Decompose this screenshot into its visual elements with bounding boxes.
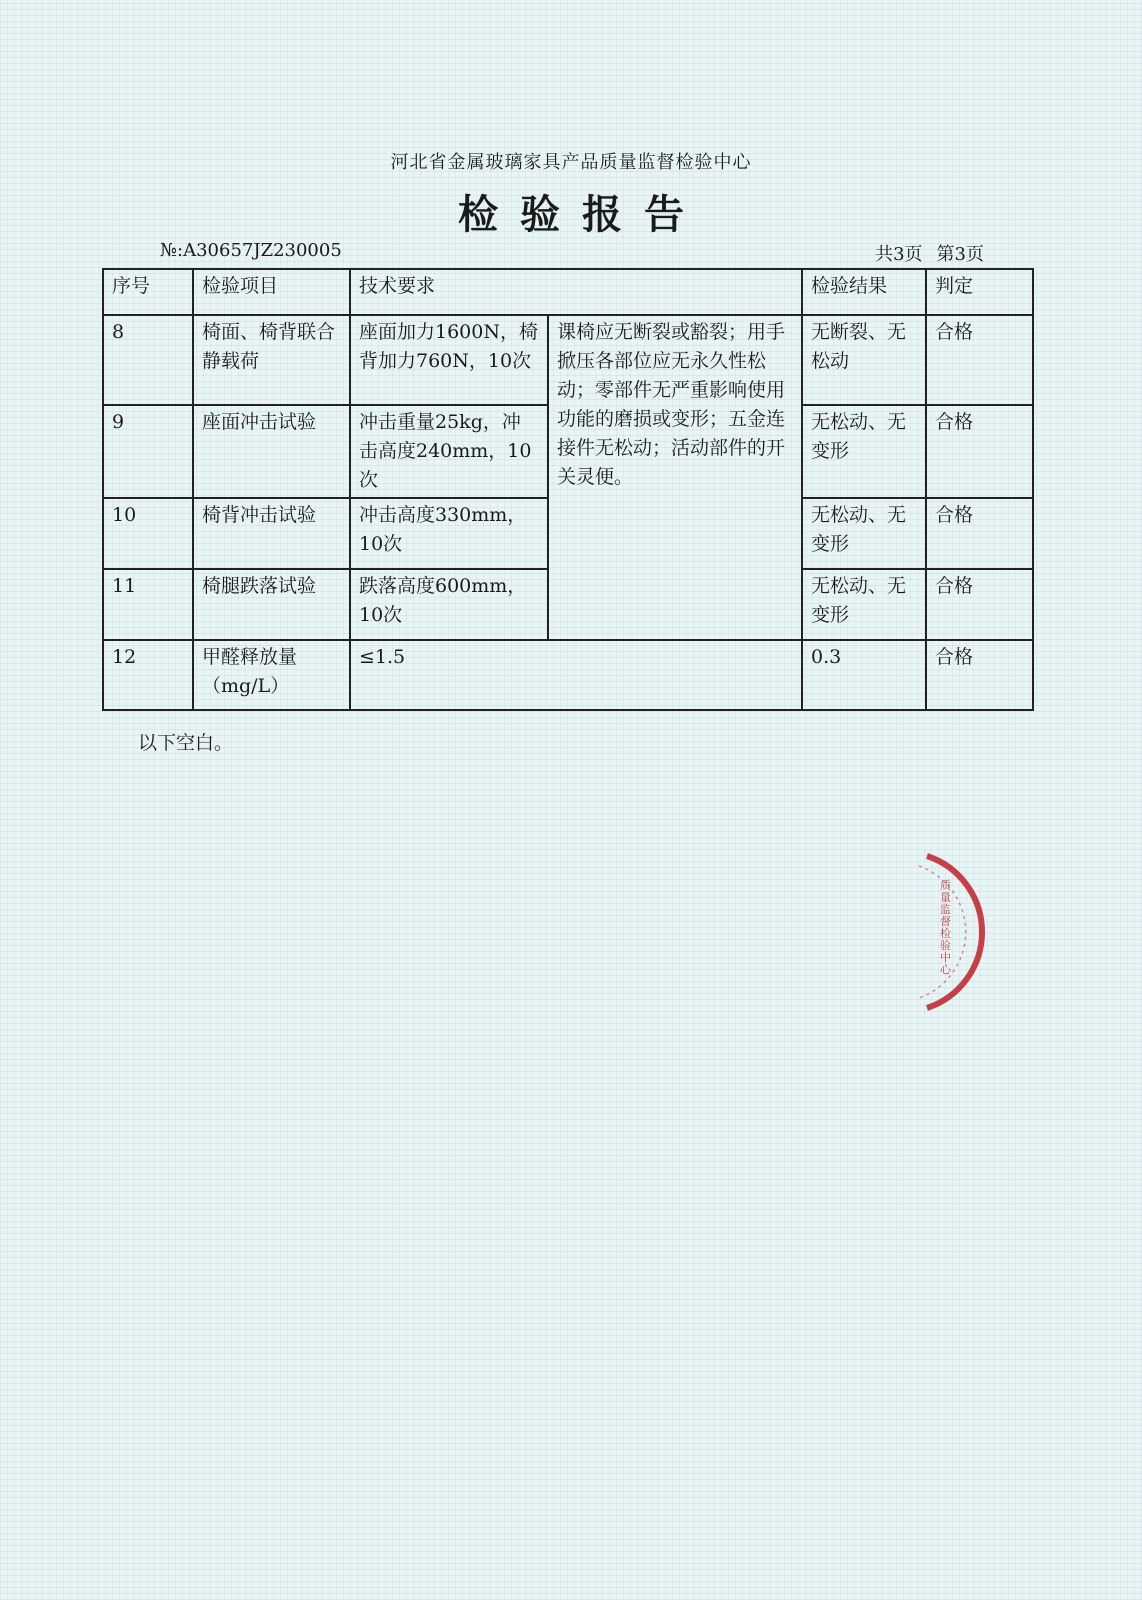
table-row (103, 315, 1033, 405)
row-no: 10 (103, 498, 193, 569)
row-no: 12 (103, 640, 193, 710)
table-header-row (103, 269, 1033, 315)
header-verdict: 判定 (926, 269, 1033, 315)
row-verdict: 合格 (926, 498, 1033, 569)
row-result: 0.3 (802, 640, 926, 710)
row-verdict: 合格 (926, 640, 1033, 710)
row-item: 座面冲击试验 (193, 405, 350, 498)
row-result: 无松动、无变形 (802, 405, 926, 498)
header-item: 检验项目 (193, 269, 350, 315)
inspection-table (102, 268, 1034, 711)
report-number: №:A30657JZ230005 (160, 240, 342, 261)
header-spec: 技术要求 (350, 269, 802, 315)
row-item: 甲醛释放量（mg/L） (193, 640, 350, 710)
header-result: 检验结果 (802, 269, 926, 315)
blank-below-note: 以下空白。 (138, 732, 234, 754)
organization-name: 河北省金属玻璃家具产品质量监督检验中心 (390, 152, 752, 173)
row-no: 11 (103, 569, 193, 640)
row-item: 椅腿跌落试验 (193, 569, 350, 640)
row-spec: ≤1.5 (350, 640, 802, 710)
seal-partial-text: 质量监督检验中心 (940, 879, 951, 976)
row-result: 无断裂、无松动 (802, 315, 926, 405)
current-page: 第3页 (936, 244, 984, 265)
table-row (103, 640, 1033, 710)
row-verdict: 合格 (926, 405, 1033, 498)
row-no: 9 (103, 405, 193, 498)
total-pages: 共3页 (875, 244, 923, 265)
report-title: 检验报告 (458, 191, 706, 238)
common-requirement: 课椅应无断裂或豁裂；用手掀压各部位应无永久性松动；零部件无严重影响使用功能的磨损或变形；五金连接件无松动；活动部件的开关灵便。 (548, 315, 802, 640)
row-item: 椅背冲击试验 (193, 498, 350, 569)
row-spec: 座面加力1600N，椅背加力760N，10次 (350, 315, 548, 405)
row-result: 无松动、无变形 (802, 498, 926, 569)
row-item: 椅面、椅背联合静载荷 (193, 315, 350, 405)
header-no: 序号 (103, 269, 193, 315)
row-verdict: 合格 (926, 569, 1033, 640)
row-spec: 跌落高度600mm，10次 (350, 569, 548, 640)
row-spec: 冲击高度330mm，10次 (350, 498, 548, 569)
row-result: 无松动、无变形 (802, 569, 926, 640)
row-verdict: 合格 (926, 315, 1033, 405)
page-indicator (875, 240, 984, 266)
row-spec: 冲击重量25kg，冲击高度240mm，10次 (350, 405, 548, 498)
row-no: 8 (103, 315, 193, 405)
